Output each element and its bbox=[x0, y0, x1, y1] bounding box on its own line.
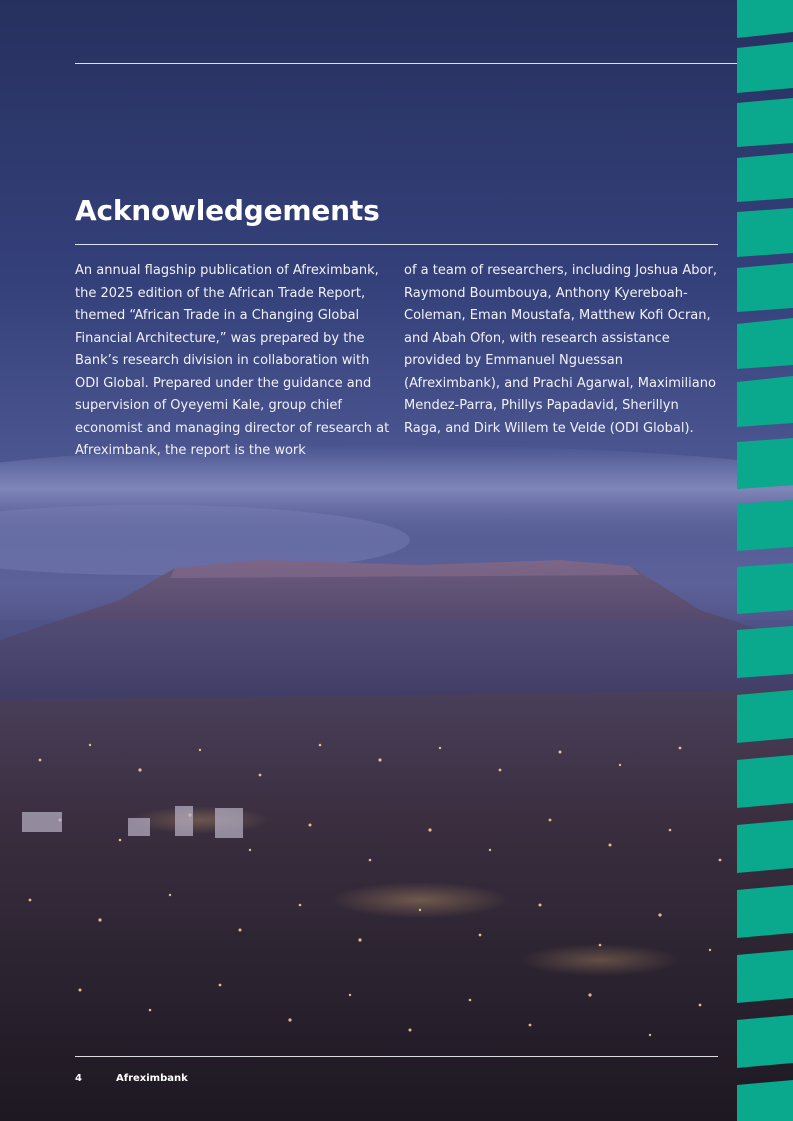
page-number: 4 bbox=[75, 1073, 82, 1084]
page-title: Acknowledgements bbox=[75, 194, 380, 227]
body-text-column-2: of a team of researchers, including Joshua Abor, Raymond Boumbouya, Anthony Kyereboah-Coleman, Eman Moustafa, Matthew Kofi Ocran, and Abah Ofon, with research assistance provided by Emmanuel Nguessan (Afreximbank), and Prachi Agarwal, Maximiliano Mendez-Parra, Phillys Papadavid, Sherillyn Raga, and Dirk Willem te Velde (ODI Global). bbox=[404, 263, 717, 436]
body-text-column-1: An annual flagship publication of Afreximbank, the 2025 edition of the African Trade Report, themed “African Trade in a Changing Global Financial Architecture,” was prepared by the Bank’s research division in collaboration with ODI Global. Prepared under the guidance and supervision of Oyeyemi Kale, group chief economist and managing director of research at Afreximbank, the report is the work bbox=[75, 263, 390, 458]
footer-rule bbox=[75, 1056, 718, 1057]
top-rule bbox=[75, 63, 737, 64]
footer-brand-label: Afreximbank bbox=[116, 1073, 188, 1084]
title-rule bbox=[75, 244, 718, 245]
